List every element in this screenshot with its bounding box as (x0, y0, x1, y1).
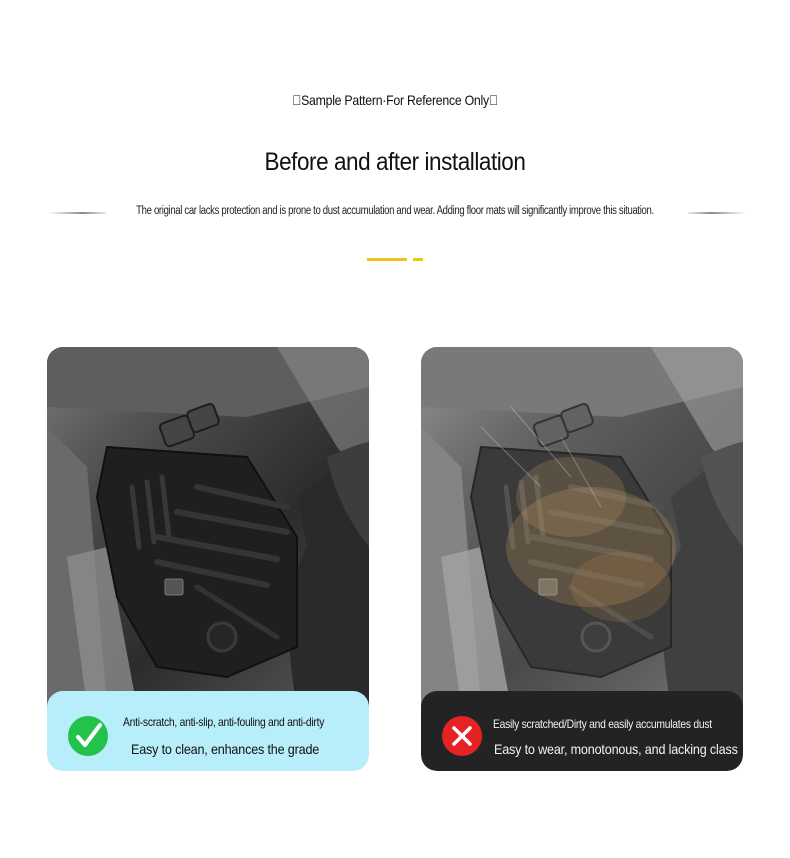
without-mat-summary: Easy to wear, monotonous, and lacking class (494, 741, 738, 757)
accent-bar-short (413, 258, 423, 261)
decorative-line-right (688, 212, 746, 214)
without-mat-photo (421, 347, 743, 707)
without-mat-problems: Easily scratched/Dirty and easily accumulates dust (493, 717, 712, 731)
accent-bar-long (367, 258, 407, 261)
with-mat-benefits: Anti-scratch, anti-slip, anti-fouling and anti-dirty (123, 715, 325, 729)
with-mat-summary: Easy to clean, enhances the grade (131, 741, 320, 757)
page-title: Before and after installation (264, 148, 526, 176)
with-mat-card (47, 347, 369, 771)
with-mat-caption (47, 691, 369, 771)
with-mat-photo (47, 347, 369, 707)
sample-note:  Sample Pattern·For Reference Only  (292, 92, 498, 108)
subtitle-row (0, 205, 790, 221)
without-mat-card (421, 347, 743, 771)
check-icon (68, 716, 108, 756)
subtitle: The original car lacks protection and is prone to dust accumulation and wear. Adding floor mats will significantly improve this situation. (136, 205, 654, 217)
without-mat-caption (421, 691, 743, 771)
cross-icon (442, 716, 482, 756)
